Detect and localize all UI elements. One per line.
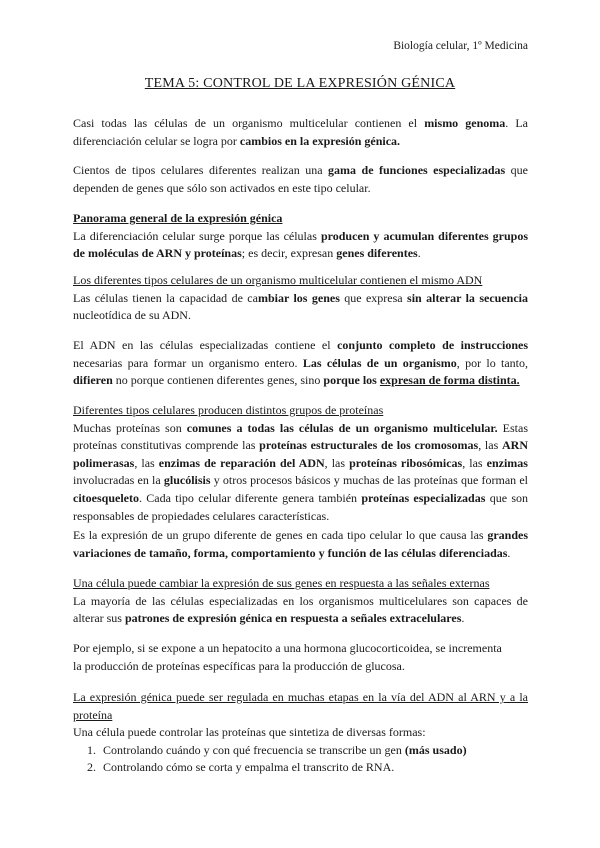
- bold-text: sin alterar la secuencia: [407, 290, 528, 305]
- text: , las: [324, 455, 350, 470]
- section-body: [73, 290, 528, 325]
- bold-underlined-text: expresan de forma distinta.: [379, 373, 520, 388]
- bold-text: proteínas ribosómicas: [349, 455, 463, 470]
- section-regulation-stages: [73, 689, 528, 777]
- section-body: [73, 228, 528, 263]
- bold-text: conjunto completo de instrucciones: [337, 338, 529, 352]
- bold-text: (más usado): [404, 742, 467, 757]
- bold-text: citoesqueleto: [73, 490, 139, 505]
- section-body: [73, 420, 528, 526]
- text: .: [461, 611, 465, 626]
- bold-text: enzimas: [486, 455, 528, 470]
- bold-text: grandes variaciones de tamaño, forma, comportamiento y función de las células diferenciadas: [73, 528, 528, 560]
- text: Controlando cuándo y con qué frecuencia se transcribe un gen: [103, 742, 405, 757]
- text: , por lo tanto,: [456, 355, 529, 370]
- intro-paragraph: [73, 115, 528, 150]
- example-paragraph: [73, 640, 528, 675]
- text: Muchas proteínas son: [73, 420, 187, 435]
- section-heading: La expresión génica puede ser regulada en muchas etapas en la vía del ADN al ARN y a la proteína: [73, 690, 528, 722]
- section-heading: Diferentes tipos celulares producen distintos grupos de proteínas: [73, 403, 384, 417]
- text: ; es decir, expresan: [241, 246, 337, 261]
- text: Estas proteínas constitutivas comprende las: [73, 420, 528, 453]
- text: El ADN en las células especializadas contiene el: [73, 338, 338, 352]
- text: Casi todas las células de un organismo multicelular contienen el: [73, 116, 425, 130]
- bold-text: comunes a todas las células de un organismo multicelular.: [186, 420, 498, 435]
- text: involucradas en la: [73, 473, 164, 488]
- text: La diferenciación celular surge porque las células: [73, 228, 321, 243]
- text: que dependen de genes que sólo son activados en este tipo celular.: [73, 163, 529, 195]
- text: , las: [134, 455, 159, 470]
- bold-text: difieren: [73, 373, 113, 388]
- bold-text: gama de funciones especializadas: [328, 163, 506, 177]
- bold-text: producen y acumulan diferentes grupos de moléculas de ARN y proteínas: [73, 228, 528, 261]
- text: .: [507, 545, 511, 560]
- text: Las células tienen la capacidad de ca: [73, 290, 258, 305]
- bold-text: Las células de un organismo: [302, 355, 457, 370]
- section-heading: Los diferentes tipos celulares de un organismo multicelular contienen el mismo ADN: [73, 273, 483, 287]
- text: . La diferenciación celular se logra por: [73, 116, 529, 148]
- text-line: Por ejemplo, si se expone a un hepatocito a una hormona glucocorticoidea, se incrementa: [73, 641, 502, 655]
- document-title: TEMA 5: CONTROL DE LA EXPRESIÓN GÉNICA: [144, 76, 456, 91]
- text: no porque contienen diferentes genes, sino: [112, 373, 324, 388]
- text: . Cada tipo celular diferente genera también: [138, 490, 362, 505]
- expression-variation-paragraph: [73, 527, 528, 562]
- text: que expresa: [339, 290, 408, 305]
- bold-text: ARN polimerasas: [73, 438, 528, 470]
- bold-text: proteínas especializadas: [361, 490, 486, 505]
- list-item: [99, 742, 528, 760]
- text: Controlando cómo se corta y empalma el transcrito de RNA.: [103, 760, 395, 775]
- bold-text: porque los: [323, 373, 380, 388]
- bold-text: genes diferentes: [336, 246, 418, 261]
- bold-text: patrones de expresión génica en respuesta a señales extracelulares: [124, 611, 462, 626]
- text: .: [417, 246, 421, 261]
- section-same-dna: [73, 272, 528, 325]
- text: , las: [462, 455, 487, 470]
- section-heading: Panorama general de la expresión génica: [73, 211, 283, 225]
- text: necesarias para formar un organismo entero.: [73, 355, 303, 370]
- text: nucleotídica de su ADN.: [73, 308, 191, 323]
- section-external-signals: [73, 575, 528, 628]
- page-header: Biología celular, 1º Medicina: [393, 40, 528, 52]
- text-line: la producción de proteínas específicas para la producción de glucosa.: [73, 658, 405, 673]
- instructions-paragraph: [73, 337, 528, 390]
- bold-text: mismo genoma: [424, 116, 506, 130]
- section-heading: Una célula puede cambiar la expresión de sus genes en respuesta a las señales externas: [73, 576, 490, 590]
- text: , las: [478, 438, 502, 453]
- text: Cientos de tipos celulares diferentes realizan una: [73, 163, 329, 177]
- bold-text: cambios en la expresión génica.: [239, 133, 401, 148]
- bold-text: proteínas estructurales de los cromosomas: [259, 438, 479, 453]
- section-protein-groups: [73, 402, 528, 525]
- specialized-functions-paragraph: [73, 162, 528, 197]
- ordered-list: [73, 742, 528, 777]
- text: que son responsables de propiedades celulares características.: [73, 490, 529, 523]
- section-overview: [73, 210, 528, 263]
- list-item: [99, 759, 528, 777]
- text: Es la expresión de un grupo diferente de genes en cada tipo celular lo que causa las: [73, 528, 488, 542]
- text: y otros procesos básicos y muchas de las proteínas que forman el: [210, 473, 528, 488]
- section-body: [73, 593, 528, 628]
- section-intro: Una célula puede controlar las proteínas que sintetiza de diversas formas:: [73, 725, 426, 740]
- text: La mayoría de las células especializadas en los organismos multicelulares son capaces de alterar sus: [73, 593, 528, 626]
- bold-text: glucólisis: [163, 473, 211, 488]
- bold-text: enzimas de reparación del ADN: [158, 455, 325, 470]
- bold-text: mbiar los genes: [257, 290, 340, 305]
